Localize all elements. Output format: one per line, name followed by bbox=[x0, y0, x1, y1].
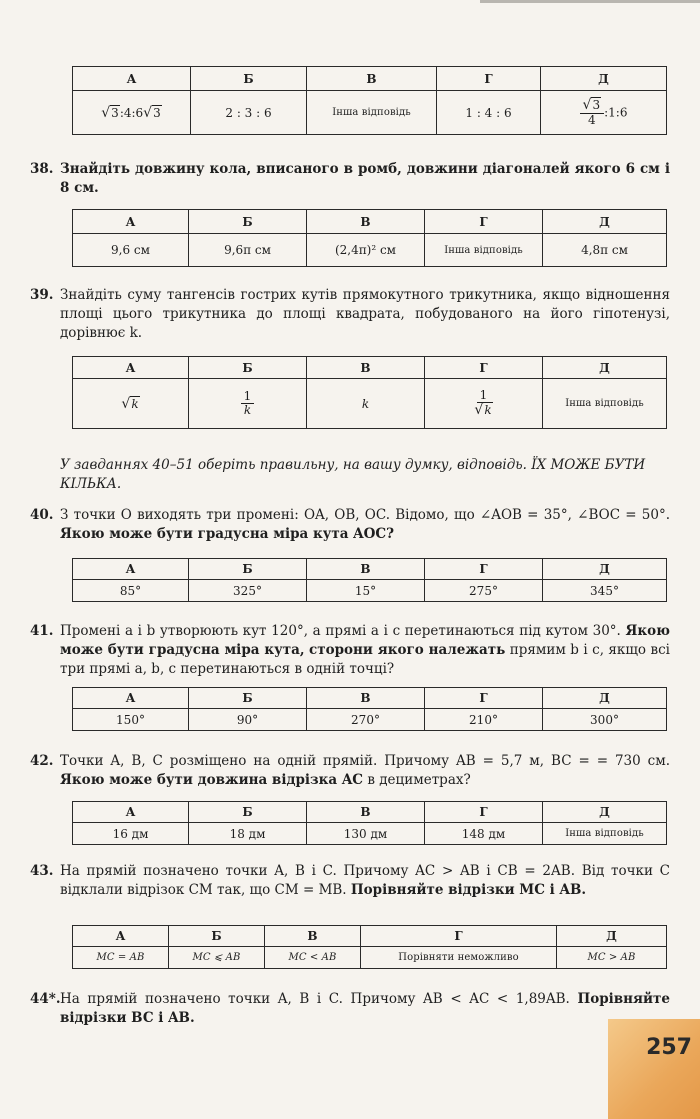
header-b: Б bbox=[169, 926, 265, 947]
header-d: Г bbox=[425, 802, 543, 823]
option-d: 148 дм bbox=[425, 823, 543, 845]
option-c: 270° bbox=[307, 709, 425, 731]
header-a: А bbox=[73, 926, 169, 947]
header-d: Г bbox=[425, 210, 543, 234]
answer-table-38 bbox=[72, 209, 667, 267]
option-b: 2 : 3 : 6 bbox=[191, 91, 307, 135]
option-e: Інша відповідь bbox=[543, 379, 667, 429]
header-e: Д bbox=[543, 210, 667, 234]
answer-table-43 bbox=[72, 925, 667, 969]
task-text: Точки A, B, C розміщено на одній прямій. Причому AB = 5,7 м, BC = = 730 см. bbox=[60, 753, 670, 769]
header-e: Д bbox=[543, 357, 667, 379]
option-d: Порівняти неможливо bbox=[361, 947, 557, 969]
task-question: Якою може бути градусна міра кута, bbox=[60, 623, 671, 658]
task-42 bbox=[30, 752, 670, 790]
header-e: Д bbox=[543, 802, 667, 823]
option-e: MC > AB bbox=[557, 947, 667, 969]
option-d: $\frac{1}{√k}$ bbox=[425, 379, 543, 429]
header-c: В bbox=[265, 926, 361, 947]
instruction-note: У завданнях 40–51 оберіть правильну, на вашу думку, відповідь. ЇХ МОЖЕ БУТИ КІЛЬКА. bbox=[60, 457, 646, 492]
task-number: 43. bbox=[30, 863, 54, 879]
task-text: Промені a і b утворюють кут 120°, а прямі a і c перетинаються під кутом 30°. bbox=[60, 623, 621, 639]
task-question: Порівняйте відрізки BC і AB. bbox=[60, 991, 670, 1026]
task-text-continued: прямим b і c, якщо всі три прямі a, b, c перетинаються в одній точці? bbox=[60, 642, 670, 677]
task-text: Знайдіть довжину кола, вписаного в ромб, довжини діагоналей якого 6 см і 8 см. bbox=[60, 161, 670, 196]
task-text: На прямій позначено точки A, B і C. Причому AC > AB і CB = 2AB. Від точки C відклали відрізок CM так, що CM = MB. bbox=[60, 863, 670, 898]
header-a: А bbox=[73, 67, 191, 91]
header-d: Г bbox=[425, 357, 543, 379]
header-d: Г bbox=[425, 559, 543, 580]
header-c: В bbox=[307, 559, 425, 580]
task-text: На прямій позначено точки A, B і C. Причому AB < AC < 1,89AB. bbox=[60, 991, 570, 1007]
option-e: $\frac{√3}{4}$ :1:6 bbox=[541, 91, 667, 135]
header-d: Г bbox=[361, 926, 557, 947]
option-a: 85° bbox=[73, 580, 189, 602]
header-d: Г bbox=[425, 688, 543, 709]
task-44 bbox=[30, 990, 670, 1028]
header-e: Д bbox=[557, 926, 667, 947]
header-e: Д bbox=[543, 688, 667, 709]
task-38 bbox=[30, 160, 670, 198]
task-question: Порівняйте відрізки MC і AB. bbox=[350, 882, 587, 898]
answer-table-42 bbox=[72, 801, 667, 845]
option-c: (2,4π)² см bbox=[307, 234, 425, 267]
option-b: 325° bbox=[189, 580, 307, 602]
header-c: В bbox=[307, 688, 425, 709]
task-39 bbox=[30, 286, 670, 343]
header-e: Д bbox=[543, 559, 667, 580]
task-question: Якою може бути довжина відрізка AC bbox=[60, 772, 364, 788]
option-c: MC < AB bbox=[265, 947, 361, 969]
option-a: 16 дм bbox=[73, 823, 189, 845]
option-a: √k bbox=[73, 379, 189, 429]
option-a: 150° bbox=[73, 709, 189, 731]
header-c: В bbox=[307, 802, 425, 823]
option-c: k bbox=[307, 379, 425, 429]
task-number: 40. bbox=[30, 507, 54, 523]
task-41 bbox=[30, 622, 671, 679]
option-c: 15° bbox=[307, 580, 425, 602]
header-d: Г bbox=[437, 67, 541, 91]
task-43 bbox=[30, 862, 670, 900]
task-40 bbox=[30, 506, 670, 544]
option-d: 1 : 4 : 6 bbox=[437, 91, 541, 135]
option-b: $\frac{1}{k}$ bbox=[189, 379, 307, 429]
option-e: 345° bbox=[543, 580, 667, 602]
answer-table-39 bbox=[72, 356, 667, 429]
task-number: 44*. bbox=[30, 991, 61, 1007]
answer-table-40 bbox=[72, 558, 667, 602]
option-b: MC ⩽ AB bbox=[169, 947, 265, 969]
option-d: Інша відповідь bbox=[425, 234, 543, 267]
option-e: Інша відповідь bbox=[543, 823, 667, 845]
answer-table-41 bbox=[72, 687, 667, 731]
task-number: 39. bbox=[30, 287, 54, 303]
option-d: 275° bbox=[425, 580, 543, 602]
header-b: Б bbox=[189, 357, 307, 379]
task-question: Якою може бути градусна міра кута AOC? bbox=[60, 526, 395, 542]
option-a: 9,6 см bbox=[73, 234, 189, 267]
option-c: Інша відповідь bbox=[307, 91, 437, 135]
option-c: 130 дм bbox=[307, 823, 425, 845]
header-c: В bbox=[307, 357, 425, 379]
option-a: MC = AB bbox=[73, 947, 169, 969]
task-number: 42. bbox=[30, 753, 54, 769]
header-c: В bbox=[307, 210, 425, 234]
header-a: А bbox=[73, 357, 189, 379]
header-e: Д bbox=[541, 67, 667, 91]
header-b: Б bbox=[189, 210, 307, 234]
task-number: 41. bbox=[30, 623, 54, 639]
task-number: 38. bbox=[30, 161, 54, 177]
option-b: 90° bbox=[189, 709, 307, 731]
header-c: В bbox=[307, 67, 437, 91]
header-a: А bbox=[73, 210, 189, 234]
header-b: Б bbox=[191, 67, 307, 91]
task-text: З точки O виходять три промені: OA, OB, OC. Відомо, що ∠AOB = 35°, ∠BOC = 50°. bbox=[60, 507, 670, 523]
header-b: Б bbox=[189, 688, 307, 709]
header-a: А bbox=[73, 559, 189, 580]
task-question-continued: сторони якого належать bbox=[309, 642, 506, 658]
option-d: 210° bbox=[425, 709, 543, 731]
option-b: 9,6π см bbox=[189, 234, 307, 267]
option-e: 4,8π см bbox=[543, 234, 667, 267]
top-edge-line bbox=[480, 0, 700, 3]
header-b: Б bbox=[189, 802, 307, 823]
header-a: А bbox=[73, 688, 189, 709]
task-text: Знайдіть суму тангенсів гострих кутів прямокутного трикутника, якщо відношення площі цього трикутника до площі квадрата, побудованого на його гіпотенузі, дорівнює k. bbox=[60, 287, 670, 341]
header-a: А bbox=[73, 802, 189, 823]
page-number: 257 bbox=[646, 1035, 692, 1060]
task-text-continued: в дециметрах? bbox=[367, 772, 471, 788]
header-b: Б bbox=[189, 559, 307, 580]
option-b: 18 дм bbox=[189, 823, 307, 845]
page-corner-decoration bbox=[608, 1019, 700, 1119]
answer-table-37 bbox=[72, 66, 667, 135]
option-a: √3:4:6√3 bbox=[73, 91, 191, 135]
option-e: 300° bbox=[543, 709, 667, 731]
